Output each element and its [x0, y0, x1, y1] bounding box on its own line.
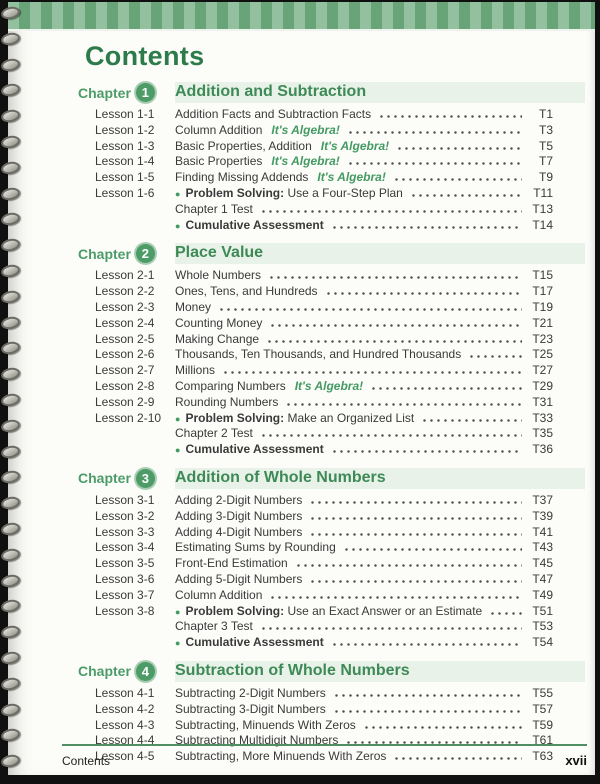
- lesson-label: Lesson 3-8: [95, 603, 155, 618]
- toc-row: [8, 202, 595, 218]
- bullet-icon: ●: [175, 220, 181, 231]
- bullet-icon: ●: [175, 413, 181, 424]
- toc-row: [8, 619, 595, 635]
- entry-title-bold: Problem Solving:: [185, 185, 285, 200]
- lesson-label: Lesson 4-5: [95, 749, 155, 764]
- dot-leader: [489, 612, 522, 615]
- page-number: T39: [532, 508, 553, 523]
- algebra-tag: It's Algebra!: [271, 122, 340, 137]
- entry-title: Adding 5-Digit Numbers: [175, 571, 303, 586]
- lesson-label: Lesson 2-8: [95, 378, 155, 393]
- toc-row: [8, 139, 595, 155]
- dot-leader: [393, 178, 522, 181]
- page-title: Contents: [85, 41, 205, 71]
- lesson-label: Lesson 2-9: [95, 394, 155, 409]
- page-number: T41: [532, 524, 553, 539]
- chapter-title: Place Value: [175, 243, 585, 264]
- lesson-label: Lesson 3-4: [95, 540, 155, 555]
- lesson-label: Lesson 4-1: [95, 685, 155, 700]
- page-number: T59: [532, 717, 553, 732]
- toc-row: [8, 572, 595, 588]
- algebra-tag: It's Algebra!: [294, 378, 364, 393]
- toc-row: [8, 686, 595, 702]
- dot-leader: [468, 355, 522, 358]
- dot-leader: [218, 308, 522, 311]
- lesson-label: Lesson 2-7: [95, 363, 155, 378]
- chapter-label: Chapter: [78, 663, 131, 680]
- page-number: T23: [532, 331, 553, 346]
- toc-row: [8, 556, 595, 572]
- dot-leader: [370, 387, 522, 390]
- dot-leader: [269, 324, 522, 327]
- dot-leader: [333, 694, 522, 697]
- toc-row: [8, 107, 595, 123]
- page-roman-numeral: xvii: [565, 753, 587, 768]
- toc-row: [8, 379, 595, 395]
- dot-leader: [266, 340, 522, 343]
- page-number: T15: [532, 268, 553, 283]
- chapter-header: [78, 243, 585, 264]
- algebra-tag: It's Algebra!: [317, 170, 386, 185]
- chapter-title: Addition of Whole Numbers: [175, 468, 585, 489]
- toc-row: [8, 540, 595, 556]
- lesson-label: Lesson 1-2: [95, 122, 155, 137]
- page-number: T7: [538, 154, 553, 169]
- lesson-label: Lesson 2-5: [95, 331, 155, 346]
- lesson-label: Lesson 1-1: [95, 107, 155, 121]
- entry-title: Estimating Sums by Rounding: [175, 540, 336, 555]
- entry-title-bold: Problem Solving:: [185, 603, 285, 618]
- lesson-label: Lesson 1-6: [95, 185, 155, 200]
- bullet-icon: ●: [175, 606, 181, 617]
- toc-row: [8, 525, 595, 541]
- toc-row: [8, 316, 595, 332]
- footer: [62, 744, 587, 768]
- page-number: T61: [532, 733, 553, 748]
- entry-title: Adding 4-Digit Numbers: [175, 524, 303, 539]
- page-number: T45: [532, 556, 553, 571]
- page-number: T5: [538, 138, 553, 153]
- dot-leader: [378, 115, 522, 118]
- page-number: T63: [532, 749, 553, 764]
- entry-title-bold: Cumulative Assessment: [185, 217, 324, 232]
- dot-leader: [260, 627, 522, 630]
- toc-row: [8, 170, 595, 186]
- lesson-label: Lesson 2-3: [95, 299, 155, 314]
- dot-leader: [325, 292, 522, 295]
- lesson-label: Lesson 3-3: [95, 524, 155, 539]
- entry-title: Use an Exact Answer or an Estimate: [284, 603, 483, 618]
- toc-row: [8, 332, 595, 348]
- chapter-header-left: [78, 662, 175, 681]
- entry-title: Ones, Tens, and Hundreds: [175, 284, 318, 299]
- chapter-number-badge: 2: [136, 244, 155, 263]
- dot-leader: [309, 580, 522, 583]
- entry-title: Comparing Numbers: [175, 378, 286, 393]
- dot-leader: [343, 548, 522, 551]
- entry-title: Money: [175, 299, 212, 314]
- toc-row: [8, 635, 595, 651]
- lesson-label: Lesson 1-4: [95, 154, 155, 169]
- chapter-label: Chapter: [78, 245, 131, 262]
- dot-leader: [309, 533, 522, 536]
- algebra-tag: It's Algebra!: [271, 154, 340, 169]
- toc-row: [8, 186, 595, 202]
- entry-title: Whole Numbers: [175, 268, 262, 283]
- page-number: T51: [532, 603, 553, 618]
- toc-row: [8, 718, 595, 734]
- page-number: T35: [532, 426, 553, 441]
- lesson-label: Lesson 2-2: [95, 284, 155, 299]
- toc-row: [8, 123, 595, 139]
- lesson-label: Lesson 3-5: [95, 556, 155, 571]
- chapter-header-left: [78, 469, 175, 488]
- dot-leader: [363, 726, 522, 729]
- page-number: T17: [532, 284, 553, 299]
- lesson-label: Lesson 1-3: [95, 138, 155, 153]
- entry-title: Column Addition: [175, 122, 263, 137]
- dot-leader: [268, 276, 522, 279]
- toc-row: [8, 411, 595, 427]
- chapter-section: [8, 468, 595, 651]
- chapter-title: Subtraction of Whole Numbers: [175, 661, 585, 682]
- entry-title-bold: Cumulative Assessment: [185, 442, 324, 457]
- page-number: T19: [532, 299, 553, 314]
- entry-title: Use a Four-Step Plan: [284, 185, 403, 200]
- page-number: T25: [532, 347, 553, 362]
- dot-leader: [260, 434, 522, 437]
- toc-row: [8, 347, 595, 363]
- entry-title: Adding 3-Digit Numbers: [175, 508, 303, 523]
- dot-leader: [331, 226, 522, 229]
- lesson-label: Lesson 2-1: [95, 268, 155, 283]
- toc-row: [8, 284, 595, 300]
- entry-title: Subtracting, More Minuends With Zeros: [175, 749, 387, 764]
- chapter-number-badge: 4: [136, 662, 155, 681]
- entry-title: Making Change: [175, 331, 260, 346]
- page-number: T21: [532, 315, 553, 330]
- dot-leader: [410, 194, 522, 197]
- striped-header-band: [8, 2, 595, 31]
- dot-leader: [260, 210, 522, 213]
- entry-title: Counting Money: [175, 315, 263, 330]
- page-number: T27: [532, 363, 553, 378]
- page-number: T47: [532, 571, 553, 586]
- entry-title: Chapter 1 Test: [175, 201, 253, 216]
- entry-title: Millions: [175, 363, 216, 378]
- page-number: T53: [532, 619, 553, 634]
- toc-row: [8, 442, 595, 458]
- page-number: T37: [532, 492, 553, 507]
- lesson-label: Lesson 1-5: [95, 170, 155, 185]
- page-number: T11: [533, 185, 553, 200]
- entry-title: Basic Properties: [175, 154, 263, 169]
- bullet-icon: ●: [175, 638, 181, 649]
- page-number: T1: [538, 107, 553, 121]
- algebra-tag: It's Algebra!: [320, 138, 390, 153]
- entry-title: Rounding Numbers: [175, 394, 279, 409]
- toc-row: [8, 154, 595, 170]
- book-page: [8, 2, 595, 775]
- page-number: T49: [532, 587, 553, 602]
- entry-title-bold: Problem Solving:: [185, 410, 285, 425]
- page-number: T31: [532, 394, 553, 409]
- entry-title: Front-End Estimation: [175, 556, 288, 571]
- page-number: T33: [532, 410, 553, 425]
- dot-leader: [269, 596, 522, 599]
- lesson-label: Lesson 4-3: [95, 717, 155, 732]
- dot-leader: [331, 450, 522, 453]
- lesson-label: Lesson 4-4: [95, 733, 155, 748]
- lesson-label: Lesson 3-6: [95, 571, 155, 586]
- chapter-label: Chapter: [78, 470, 131, 487]
- page-number: T57: [532, 701, 553, 716]
- dot-leader: [285, 403, 522, 406]
- dot-leader: [331, 643, 522, 646]
- page-number: T14: [532, 217, 553, 232]
- dot-leader: [347, 162, 522, 165]
- chapter-section: [8, 82, 595, 233]
- toc-row: [8, 218, 595, 234]
- chapters: [8, 82, 595, 765]
- page-number: T43: [532, 540, 553, 555]
- entry-title: Chapter 3 Test: [175, 619, 253, 634]
- chapter-number-badge: 1: [136, 83, 155, 102]
- dot-leader: [309, 501, 522, 504]
- page-number: T3: [538, 122, 553, 137]
- dot-leader: [295, 564, 522, 567]
- chapter-header-left: [78, 244, 175, 263]
- bullet-icon: ●: [175, 445, 181, 456]
- toc-row: [8, 493, 595, 509]
- entry-title: Subtracting Multidigit Numbers: [175, 733, 339, 748]
- lesson-label: Lesson 2-10: [95, 410, 162, 425]
- dot-leader: [421, 419, 522, 422]
- toc-row: [8, 395, 595, 411]
- page-number: T9: [538, 170, 553, 185]
- entry-title: Subtracting 2-Digit Numbers: [175, 685, 326, 700]
- page-number: T13: [532, 201, 553, 216]
- entry-title: Addition Facts and Subtraction Facts: [175, 107, 372, 121]
- chapter-header: [78, 468, 585, 489]
- entry-title: Finding Missing Addends: [175, 170, 309, 185]
- entry-title-bold: Cumulative Assessment: [185, 635, 324, 650]
- chapter-label: Chapter: [78, 84, 131, 101]
- entry-title: Thousands, Ten Thousands, and Hundred Thousands: [175, 347, 462, 362]
- toc-row: [8, 702, 595, 718]
- dot-leader: [309, 517, 522, 520]
- chapter-header-left: [78, 83, 175, 102]
- entry-title: Basic Properties, Addition: [175, 138, 312, 153]
- dot-leader: [396, 147, 522, 150]
- toc-row: [8, 604, 595, 620]
- toc-row: [8, 509, 595, 525]
- dot-leader: [347, 131, 522, 134]
- chapter-number-badge: 3: [136, 469, 155, 488]
- lesson-label: Lesson 4-2: [95, 701, 155, 716]
- toc-row: [8, 588, 595, 604]
- chapter-section: [8, 243, 595, 458]
- lesson-label: Lesson 2-4: [95, 315, 155, 330]
- page-number: T55: [532, 685, 553, 700]
- lesson-label: Lesson 3-2: [95, 508, 155, 523]
- page-number: T29: [532, 378, 553, 393]
- entry-title: Make an Organized List: [284, 410, 415, 425]
- toc-row: [8, 363, 595, 379]
- dot-leader: [222, 371, 522, 374]
- lesson-label: Lesson 3-7: [95, 587, 155, 602]
- footer-section-label: Contents: [62, 754, 111, 768]
- toc-row: [8, 300, 595, 316]
- entry-title: Column Addition: [175, 587, 263, 602]
- entry-title: Subtracting 3-Digit Numbers: [175, 701, 326, 716]
- page-number: T54: [532, 635, 553, 650]
- lesson-label: Lesson 2-6: [95, 347, 155, 362]
- entry-title: Chapter 2 Test: [175, 426, 253, 441]
- chapter-header: [78, 82, 585, 103]
- toc-row: [8, 268, 595, 284]
- chapter-title: Addition and Subtraction: [175, 82, 585, 103]
- lesson-label: Lesson 3-1: [95, 492, 155, 507]
- page-number: T36: [532, 442, 553, 457]
- chapter-header: [78, 661, 585, 682]
- dot-leader: [333, 710, 522, 713]
- entry-title: Adding 2-Digit Numbers: [175, 492, 303, 507]
- bullet-icon: ●: [175, 188, 181, 199]
- entry-title: Subtracting, Minuends With Zeros: [175, 717, 356, 732]
- toc-row: [8, 426, 595, 442]
